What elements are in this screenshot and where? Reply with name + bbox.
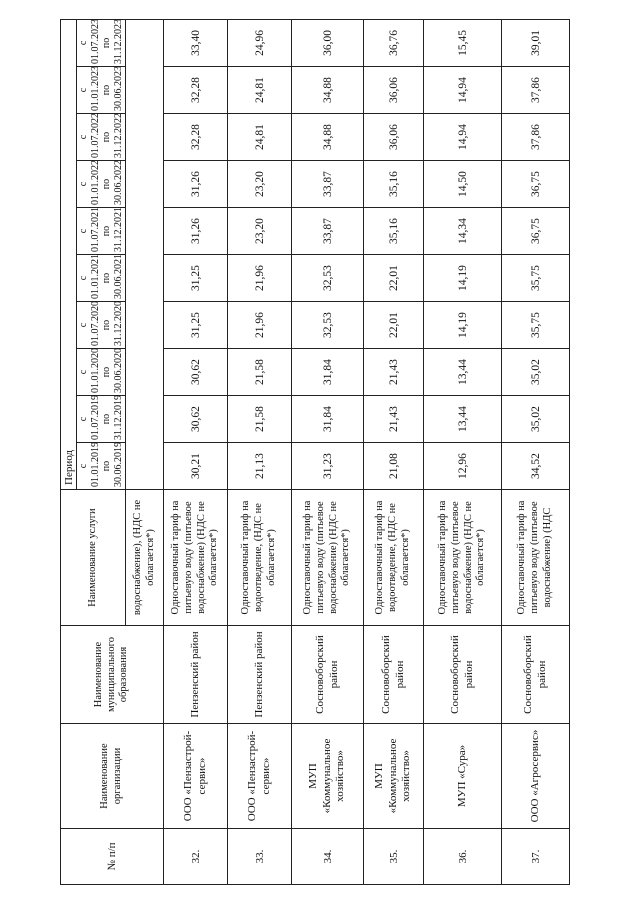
- tariff-value: 35,02: [502, 349, 570, 396]
- tariff-value: 39,01: [502, 19, 570, 66]
- tariff-value: 36,00: [292, 19, 364, 66]
- period-header: с 01.07.2020 по 31.12.2020: [77, 302, 126, 349]
- tariff-value: 14,94: [424, 114, 502, 161]
- table-row: [164, 19, 228, 884]
- tariff-value: 31,26: [164, 208, 228, 255]
- row-municipality: Сосновоборский район: [424, 626, 502, 724]
- tariff-value: 21,96: [228, 302, 292, 349]
- period-header: с 01.07.2021 по 31.12.2021: [77, 208, 126, 255]
- tariff-value: 23,20: [228, 161, 292, 208]
- tariff-value: 12,96: [424, 443, 502, 490]
- tariff-value: 31,84: [292, 349, 364, 396]
- tariff-value: 35,75: [502, 302, 570, 349]
- tariff-value: 21,96: [228, 255, 292, 302]
- header-org: Наименование организации: [61, 724, 164, 829]
- tariff-value: 31,25: [164, 302, 228, 349]
- header-num: № п/п: [61, 829, 164, 885]
- row-num: 37.: [502, 829, 570, 885]
- tariff-value: 32,28: [164, 114, 228, 161]
- tariff-value: 21,58: [228, 396, 292, 443]
- tariff-value: 37,86: [502, 67, 570, 114]
- row-service: Одноставочный тариф на водоотведение, (НДС не облагается*): [228, 490, 292, 626]
- row-service: Одноставочный тариф на водоотведение, (НДС не облагается*): [364, 490, 424, 626]
- tariff-value: 24,81: [228, 114, 292, 161]
- row-num: 32.: [164, 829, 228, 885]
- tariff-value: 21,43: [364, 396, 424, 443]
- period-header: с 01.01.2021 по 30.06.2021: [77, 255, 126, 302]
- tariff-value: 14,19: [424, 302, 502, 349]
- tariff-value: 21,13: [228, 443, 292, 490]
- tariff-value: 36,75: [502, 161, 570, 208]
- period-header: с 01.01.2020 по 30.06.2020: [77, 349, 126, 396]
- tariff-value: 14,34: [424, 208, 502, 255]
- header-mun: Наименование муниципального образования: [61, 626, 164, 724]
- tariff-value: 15,45: [424, 19, 502, 66]
- tariff-value: 13,44: [424, 349, 502, 396]
- row-municipality: Пензенский район: [228, 626, 292, 724]
- period-header: с 01.01.2022 по 30.06.2022: [77, 161, 126, 208]
- tariff-value: 34,88: [292, 67, 364, 114]
- header-period: Период: [61, 19, 77, 489]
- tariff-value: 24,81: [228, 67, 292, 114]
- row-municipality: Сосновоборский район: [502, 626, 570, 724]
- continuation-text: водоснабжение), (НДС не облагается*): [126, 490, 164, 626]
- row-service: Одноставочный тариф на питьевую воду (питьевое водоснабжение) (НДС не облагается*): [292, 490, 364, 626]
- tariff-value: 33,87: [292, 161, 364, 208]
- row-organization: ООО «Пензастрой-сервис»: [228, 724, 292, 829]
- tariff-value: 34,52: [502, 443, 570, 490]
- period-header: с 01.01.2019 по 30.06.2019: [77, 443, 126, 490]
- row-num: 33.: [228, 829, 292, 885]
- continuation-blank: [126, 19, 164, 489]
- tariff-value: 35,75: [502, 255, 570, 302]
- tariff-value: 37,86: [502, 114, 570, 161]
- row-municipality: Сосновоборский район: [364, 626, 424, 724]
- tariff-value: 21,08: [364, 443, 424, 490]
- period-header: с 01.07.2019 по 31.12.2019: [77, 396, 126, 443]
- tariff-value: 22,01: [364, 255, 424, 302]
- row-organization: МУП «Коммунальное хозяйство»: [364, 724, 424, 829]
- tariff-value: 23,20: [228, 208, 292, 255]
- tariff-value: 35,16: [364, 161, 424, 208]
- row-organization: МУП «Коммунальное хозяйство»: [292, 724, 364, 829]
- table-row: [228, 19, 292, 884]
- tariff-value: 36,75: [502, 208, 570, 255]
- tariff-value: 36,06: [364, 114, 424, 161]
- table-row: [424, 19, 502, 884]
- tariff-value: 30,62: [164, 396, 228, 443]
- tariff-value: 30,62: [164, 349, 228, 396]
- row-municipality: Пензенский район: [164, 626, 228, 724]
- tariff-value: 30,21: [164, 443, 228, 490]
- row-organization: МУП «Сура»: [424, 724, 502, 829]
- tariff-value: 14,50: [424, 161, 502, 208]
- table-row: [292, 19, 364, 884]
- row-num: 34.: [292, 829, 364, 885]
- period-header: с 01.01.2023 по 30.06.2023: [77, 67, 126, 114]
- tariff-table: [60, 19, 570, 885]
- tariff-value: 22,01: [364, 302, 424, 349]
- row-organization: ООО «Пензастрой-сервис»: [164, 724, 228, 829]
- tariff-value: 21,58: [228, 349, 292, 396]
- tariff-value: 33,40: [164, 19, 228, 66]
- tariff-value: 21,43: [364, 349, 424, 396]
- tariff-value: 36,06: [364, 67, 424, 114]
- tariff-value: 31,23: [292, 443, 364, 490]
- tariff-value: 31,25: [164, 255, 228, 302]
- row-service: Одноставочный тариф на питьевую воду (питьевое водоснабжение) (НДС не облагается*): [424, 490, 502, 626]
- tariff-value: 31,84: [292, 396, 364, 443]
- tariff-table-page: [60, 19, 553, 885]
- period-header: с 01.07.2022 по 31.12.2022: [77, 114, 126, 161]
- tariff-value: 24,96: [228, 19, 292, 66]
- tariff-value: 13,44: [424, 396, 502, 443]
- tariff-value: 34,88: [292, 114, 364, 161]
- row-municipality: Сосновоборский район: [292, 626, 364, 724]
- tariff-value: 35,16: [364, 208, 424, 255]
- period-header: с 01.07.2023 по 31.12.2023: [77, 19, 126, 66]
- tariff-value: 14,19: [424, 255, 502, 302]
- table-row: [364, 19, 424, 884]
- tariff-value: 32,53: [292, 302, 364, 349]
- header-service: Наименование услуги: [61, 490, 126, 626]
- tariff-value: 14,94: [424, 67, 502, 114]
- tariff-value: 32,53: [292, 255, 364, 302]
- table-row: [502, 19, 570, 884]
- tariff-value: 32,28: [164, 67, 228, 114]
- tariff-value: 35,02: [502, 396, 570, 443]
- tariff-value: 33,87: [292, 208, 364, 255]
- row-service: Одноставочный тариф на питьевую воду (питьевое водоснабжение) (НДС не облагается*): [164, 490, 228, 626]
- tariff-value: 31,26: [164, 161, 228, 208]
- row-num: 35.: [364, 829, 424, 885]
- row-num: 36.: [424, 829, 502, 885]
- tariff-value: 36,76: [364, 19, 424, 66]
- row-organization: ООО «Агросервис»: [502, 724, 570, 829]
- row-service: Одноставочный тариф на питьевую воду (питьевое водоснабжение) (НДС: [502, 490, 570, 626]
